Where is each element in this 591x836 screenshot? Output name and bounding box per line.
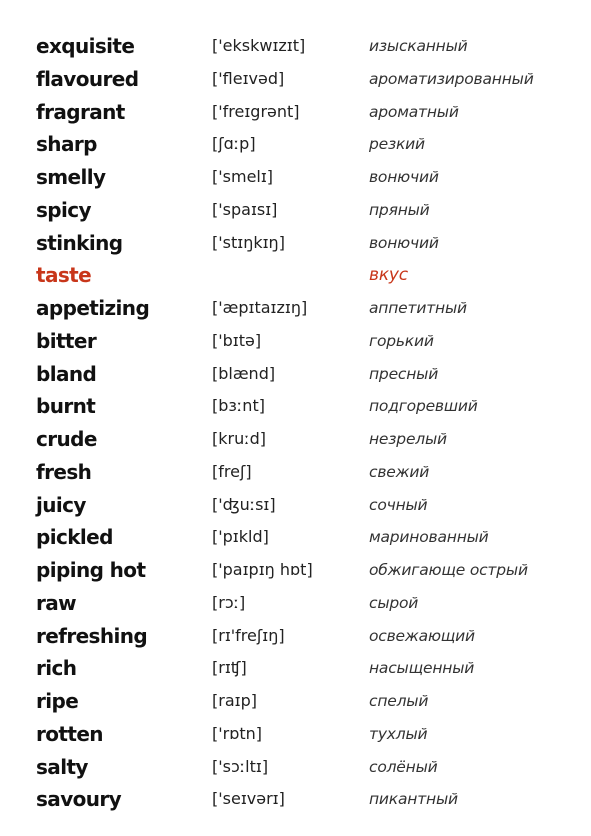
vocabulary-list [0, 30, 591, 816]
vocab-row [0, 554, 591, 587]
vocab-row [0, 456, 591, 489]
english-word: bland [36, 361, 97, 386]
vocab-row [0, 652, 591, 685]
translation: пряный [369, 200, 430, 219]
transcription: ['fleɪvəd] [212, 68, 285, 88]
transcription: ['smelɪ] [212, 167, 274, 186]
translation: насыщенный [369, 659, 475, 678]
translation: вонючий [369, 168, 439, 186]
transcription: [bɜːnt] [212, 396, 265, 416]
section-title: taste [36, 263, 92, 288]
vocab-row [0, 30, 591, 63]
vocab-row [0, 161, 591, 194]
vocab-row [0, 325, 591, 358]
english-word: savoury [36, 787, 122, 812]
english-word: juicy [36, 492, 86, 517]
translation: сырой [369, 593, 419, 612]
vocab-row [0, 751, 591, 784]
english-word: refreshing [36, 623, 148, 648]
english-word: fragrant [36, 99, 125, 124]
translation: обжигающе острый [369, 561, 528, 579]
vocab-row [0, 358, 591, 391]
vocab-row [0, 718, 591, 751]
english-word: flavoured [36, 66, 139, 91]
english-word: fresh [36, 459, 92, 484]
english-word: burnt [36, 394, 96, 419]
translation: изысканный [369, 37, 468, 55]
vocab-row [0, 783, 591, 816]
english-word: ripe [36, 689, 79, 713]
vocab-row [0, 292, 591, 325]
translation: вонючий [369, 233, 439, 252]
transcription: ['ekskwɪzɪt] [212, 36, 306, 55]
vocab-row [0, 620, 591, 653]
section-heading [0, 259, 591, 292]
transcription: ['sɔːltɪ] [212, 756, 269, 776]
vocab-row [0, 194, 591, 227]
english-word: rotten [36, 721, 103, 746]
transcription: [rɔː] [212, 592, 246, 612]
translation: резкий [369, 135, 425, 154]
translation: сочный [369, 495, 428, 514]
english-word: sharp [36, 132, 97, 157]
english-word: smelly [36, 165, 106, 189]
vocab-row [0, 685, 591, 718]
vocab-row [0, 390, 591, 423]
translation: освежающий [369, 626, 475, 645]
english-word: exquisite [36, 34, 135, 58]
vocab-row [0, 128, 591, 161]
translation: пресный [369, 364, 439, 383]
transcription: ['rɒtn] [212, 723, 263, 743]
english-word: spicy [36, 197, 91, 222]
section-translation: вкус [369, 265, 408, 286]
transcription: [kruːd] [212, 429, 267, 448]
transcription: ['pɪkld] [212, 527, 269, 547]
english-word: raw [36, 590, 77, 615]
translation: аппетитный [369, 299, 467, 317]
transcription: [blænd] [212, 363, 276, 383]
english-word: bitter [36, 328, 97, 353]
transcription: ['stɪŋkɪŋ] [212, 232, 285, 252]
vocab-row [0, 227, 591, 260]
english-word: rich [36, 656, 77, 681]
transcription: ['spaɪsɪ] [212, 199, 278, 219]
transcription: [ʃɑːp] [212, 134, 256, 154]
transcription: [rɪʧ] [212, 658, 247, 678]
vocab-row [0, 423, 591, 456]
vocab-row [0, 63, 591, 96]
translation: ароматный [369, 102, 459, 121]
transcription: ['seɪvərɪ] [212, 789, 285, 809]
english-word: salty [36, 754, 88, 779]
translation: спелый [369, 692, 429, 710]
vocab-row [0, 521, 591, 554]
translation: незрелый [369, 430, 447, 448]
translation: тухлый [369, 724, 428, 743]
english-word: stinking [36, 230, 123, 255]
transcription: [freʃ] [212, 461, 252, 481]
translation: горький [369, 331, 434, 350]
english-word: crude [36, 427, 97, 451]
translation: свежий [369, 462, 430, 481]
translation: солёный [369, 757, 438, 776]
transcription: ['paɪpɪŋ hɒt] [212, 560, 313, 579]
vocab-row [0, 587, 591, 620]
transcription: [rɪ'freʃɪŋ] [212, 625, 285, 645]
transcription: ['æpɪtaɪzɪŋ] [212, 298, 308, 317]
translation: пикантный [369, 790, 458, 809]
transcription: ['freɪgrənt] [212, 101, 300, 121]
english-word: piping hot [36, 558, 146, 582]
transcription: ['ʤuːsɪ] [212, 494, 276, 514]
translation: ароматизированный [369, 69, 534, 88]
transcription: [raɪp] [212, 691, 257, 710]
english-word: pickled [36, 525, 113, 550]
vocab-row [0, 489, 591, 522]
vocab-row [0, 96, 591, 129]
translation: маринованный [369, 528, 489, 547]
transcription: ['bɪtə] [212, 330, 262, 350]
translation: подгоревший [369, 397, 478, 416]
english-word: appetizing [36, 296, 150, 320]
